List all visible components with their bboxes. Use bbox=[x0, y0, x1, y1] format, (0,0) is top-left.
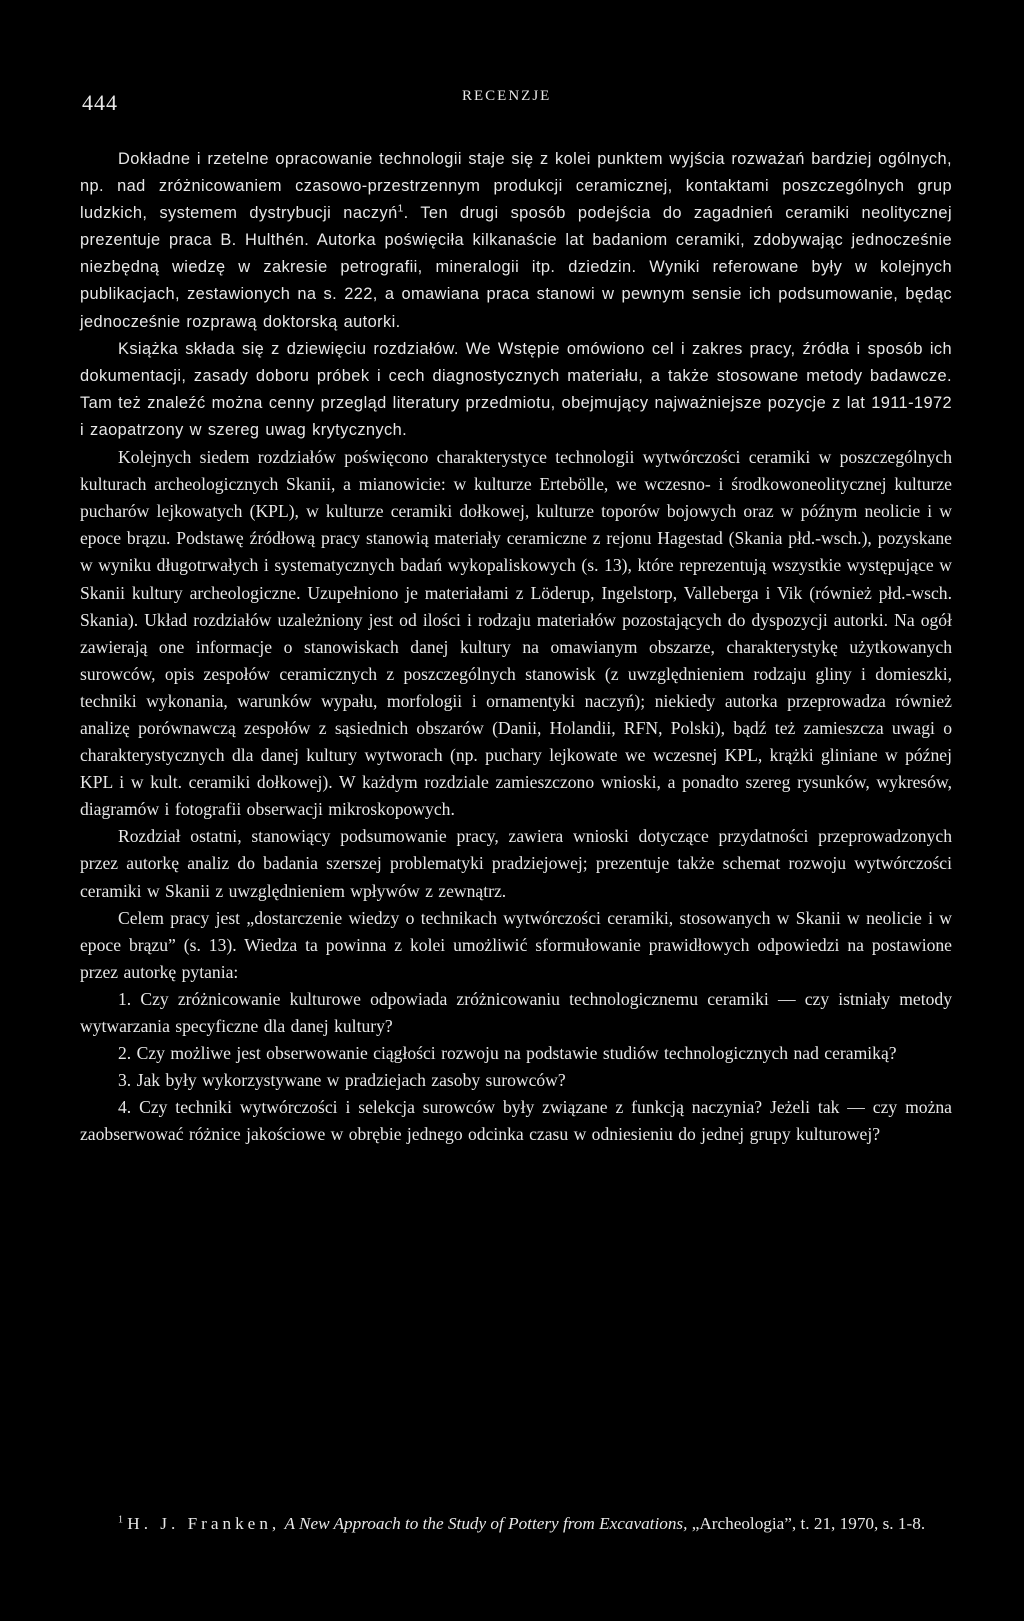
paragraph-aim: Celem pracy jest „dostarczenie wiedzy o technikach wytwórczości ceramiki, stosowanych w Skanii w neolicie i w epoce brązu” (s. 13). Wiedza ta powinna z kolei umożliwić sformułowanie prawidłowych odpowiedzi na postawione przez autorkę pytania: bbox=[80, 907, 952, 982]
question-item: 4. Czy techniki wytwórczości i selekcja surowców były związane z funkcją naczynia? Jeżeli tak — czy można zaobserwować różnice jakościowe w obrębie jednego odcinka czasu w odniesieniu do jednej grupy kulturowej? bbox=[80, 1097, 952, 1145]
paragraph-text: Dokładne i rzetelne opracowanie technologii staje się z kolei punktem wyjścia rozważań bardziej ogólnych, np. nad zróżnicowaniem czasowo-przestrzennym produkcji ceramicznej, kontaktami poszczególnych grup ludzkich, systemem dystrybucji naczyń bbox=[80, 150, 952, 223]
paragraph-structure: Książka składa się z dziewięciu rozdziałów. We Wstępie omówiono cel i zakres pracy, źródła i sposób ich dokumentacji, zasady doboru próbek i cech diagnostycznych materiału, a także stosowane metody badawcze. Tam też znaleźć można cenny przegląd literatury przedmiotu, obejmujący najważniejsze pozycje z lat 1911-1972 i zaopatrzony w szereg uwag krytycznych. bbox=[80, 339, 952, 439]
page-header bbox=[82, 88, 954, 118]
footnote-source: „Archeologia”, t. 21, 1970, s. 1-8. bbox=[691, 1514, 926, 1533]
question-item: 2. Czy możliwe jest obserwowanie ciągłości rozwoju na podstawie studiów technologicznych nad ceramiką? bbox=[118, 1043, 897, 1064]
page-number: 444 bbox=[82, 90, 118, 115]
paragraph-intro bbox=[80, 146, 952, 336]
paragraph-chapters: Kolejnych siedem rozdziałów poświęcono charakterystyce technologii wytwórczości ceramiki w poszczególnych kulturach archeologicznych Skanii, a mianowicie: w kulturze Ertebölle, we wczesno- i środkowoneolitycznej kulturze pucharów lejkowatych (KPL), w kulturze ceramiki dołkowej, kulturze toporów bojowych oraz w późnym neolicie i w epoce brązu. Podstawę źródłową pracy stanowią materiały ceramiczne z rejonu Hagestad (Skania płd.-wsch.), pozyskane w wyniku długotrwałych i systematycznych badań wykopaliskowych (s. 13), które reprezentują wszystkie występujące w Skanii kultury archeologiczne. Uzupełniono je materiałami z Löderup, Ingelstorp, Valleberga i Vik (również płd.-wsch. Skania). Układ rozdziałów uzależniony jest od ilości i rodzaju materiałów pozostających do dyspozycji autorki. Na ogół zawierają one informacje o stanowiskach danej kultury na omawianym obszarze, charakterystykę użytkowanych surowców, opis zespołów ceramicznych z poszczególnych stanowisk (z uwzględnieniem rodzaju gliny i domieszki, techniki wykonania, warunków wypału, morfologii i ornamentyki naczyń); niekiedy autorka przeprowadza również analizę porównawczą zespołów z sąsiednich obszarów (Danii, Holandii, RFN, Polski), bądź też zamieszcza uwagi o charakterystycznych dla danej kultury wytworach (np. puchary lejkowate we wczesnej KPL, krążki gliniane w późnej KPL i w kult. ceramiki dołkowej). W każdym rozdziale zamieszczono wnioski, a ponadto szereg rysunków, wykresów, diagramów i fotografii obserwacji mikroskopowych. bbox=[80, 447, 952, 820]
footnote-marker: 1 bbox=[118, 1514, 123, 1526]
review-body bbox=[80, 146, 952, 1148]
running-head: RECENZJE bbox=[462, 88, 552, 104]
paragraph-text: . Ten drugi sposób podejścia do zagadnień ceramiki neolitycznej prezentuje praca B. Hulthén. Autorka poświęciła kilkanaście lat badaniom ceramiki, zdobywając jednocześnie niezbędną wiedzę w zakresie petrografii, mineralogii itp. dziedzin. Wyniki referowane były w kolejnych publikacjach, zestawionych na s. 222, a omawiana praca stanowi w pewnym sensie ich podsumowanie, będąc jednocześnie rozprawą doktorską autorki. bbox=[80, 204, 952, 331]
question-item: 1. Czy zróżnicowanie kulturowe odpowiada zróżnicowaniu technologicznemu ceramiki — czy istniały metody wytwarzania specyficzne dla danej kultury? bbox=[80, 988, 952, 1036]
footnote-title: A New Approach to the Study of Pottery from Excavations, bbox=[284, 1514, 688, 1533]
footnote bbox=[80, 1510, 952, 1537]
question-item: 3. Jak były wykorzystywane w pradziejach zasoby surowców? bbox=[118, 1070, 566, 1091]
footnote-author: H. J. Franken, bbox=[127, 1514, 281, 1533]
footnote-reference: 1 bbox=[397, 203, 404, 215]
paragraph-summary: Rozdział ostatni, stanowiący podsumowanie pracy, zawiera wnioski dotyczące przydatności przeprowadzonych przez autorkę analiz do badania szerszej problematyki pradziejowej; prezentuje także schemat rozwoju wytwórczości ceramiki w Skanii z uwzględnieniem wpływów z zewnątrz. bbox=[80, 826, 952, 901]
